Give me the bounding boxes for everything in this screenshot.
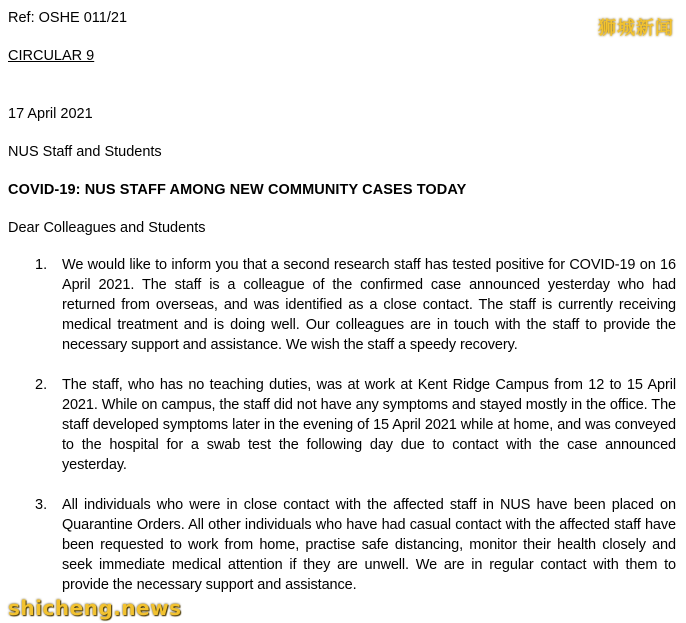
numbered-list xyxy=(8,255,678,615)
list-item-text: All individuals who were in close contact with the affected staff in NUS have been placed on Quarantine Orders. All other individuals who have had casual contact with the affected staff have been requested to work from home, practise safe distancing, monitor their health closely and seek immediate medical attention if they are unwell. We are in regular contact with them to provide the necessary support and assistance. xyxy=(62,497,676,593)
salutation: Dear Colleagues and Students xyxy=(8,220,206,236)
headline: COVID-19: NUS STAFF AMONG NEW COMMUNITY CASES TODAY xyxy=(8,182,467,198)
circular-title: CIRCULAR 9 xyxy=(8,48,95,64)
list-item xyxy=(8,495,678,595)
watermark-logo-top: 狮城新闻 xyxy=(598,18,674,39)
reference-number: Ref: OSHE 011/21 xyxy=(8,10,128,26)
list-item xyxy=(8,375,678,475)
list-item-number: 1. xyxy=(35,257,48,273)
list-item-number: 2. xyxy=(35,377,48,393)
document-date: 17 April 2021 xyxy=(8,106,93,122)
list-item-number: 3. xyxy=(35,497,48,513)
list-item-text: The staff, who has no teaching duties, was at work at Kent Ridge Campus from 12 to 15 April 2021. While on campus, the staff did not have any symptoms and stayed mostly in the office. The staff developed symptoms later in the evening of 15 April 2021 while at home, and was conveyed to the hospital for a swab test the following day due to contact with the case announced yesterday. xyxy=(62,377,676,473)
watermark-logo-bottom: shicheng.news xyxy=(8,596,182,620)
recipients-line: NUS Staff and Students xyxy=(8,144,162,160)
list-item-text: We would like to inform you that a second research staff has tested positive for COVID-19 on 16 April 2021. The staff is a colleague of the confirmed case announced yesterday who had returned from overseas, and was identified as a close contact. The staff is currently receiving medical treatment and is doing well. Our colleagues are in touch with the staff to provide the necessary support and assistance. We wish the staff a speedy recovery. xyxy=(62,257,676,353)
list-item xyxy=(8,255,678,355)
